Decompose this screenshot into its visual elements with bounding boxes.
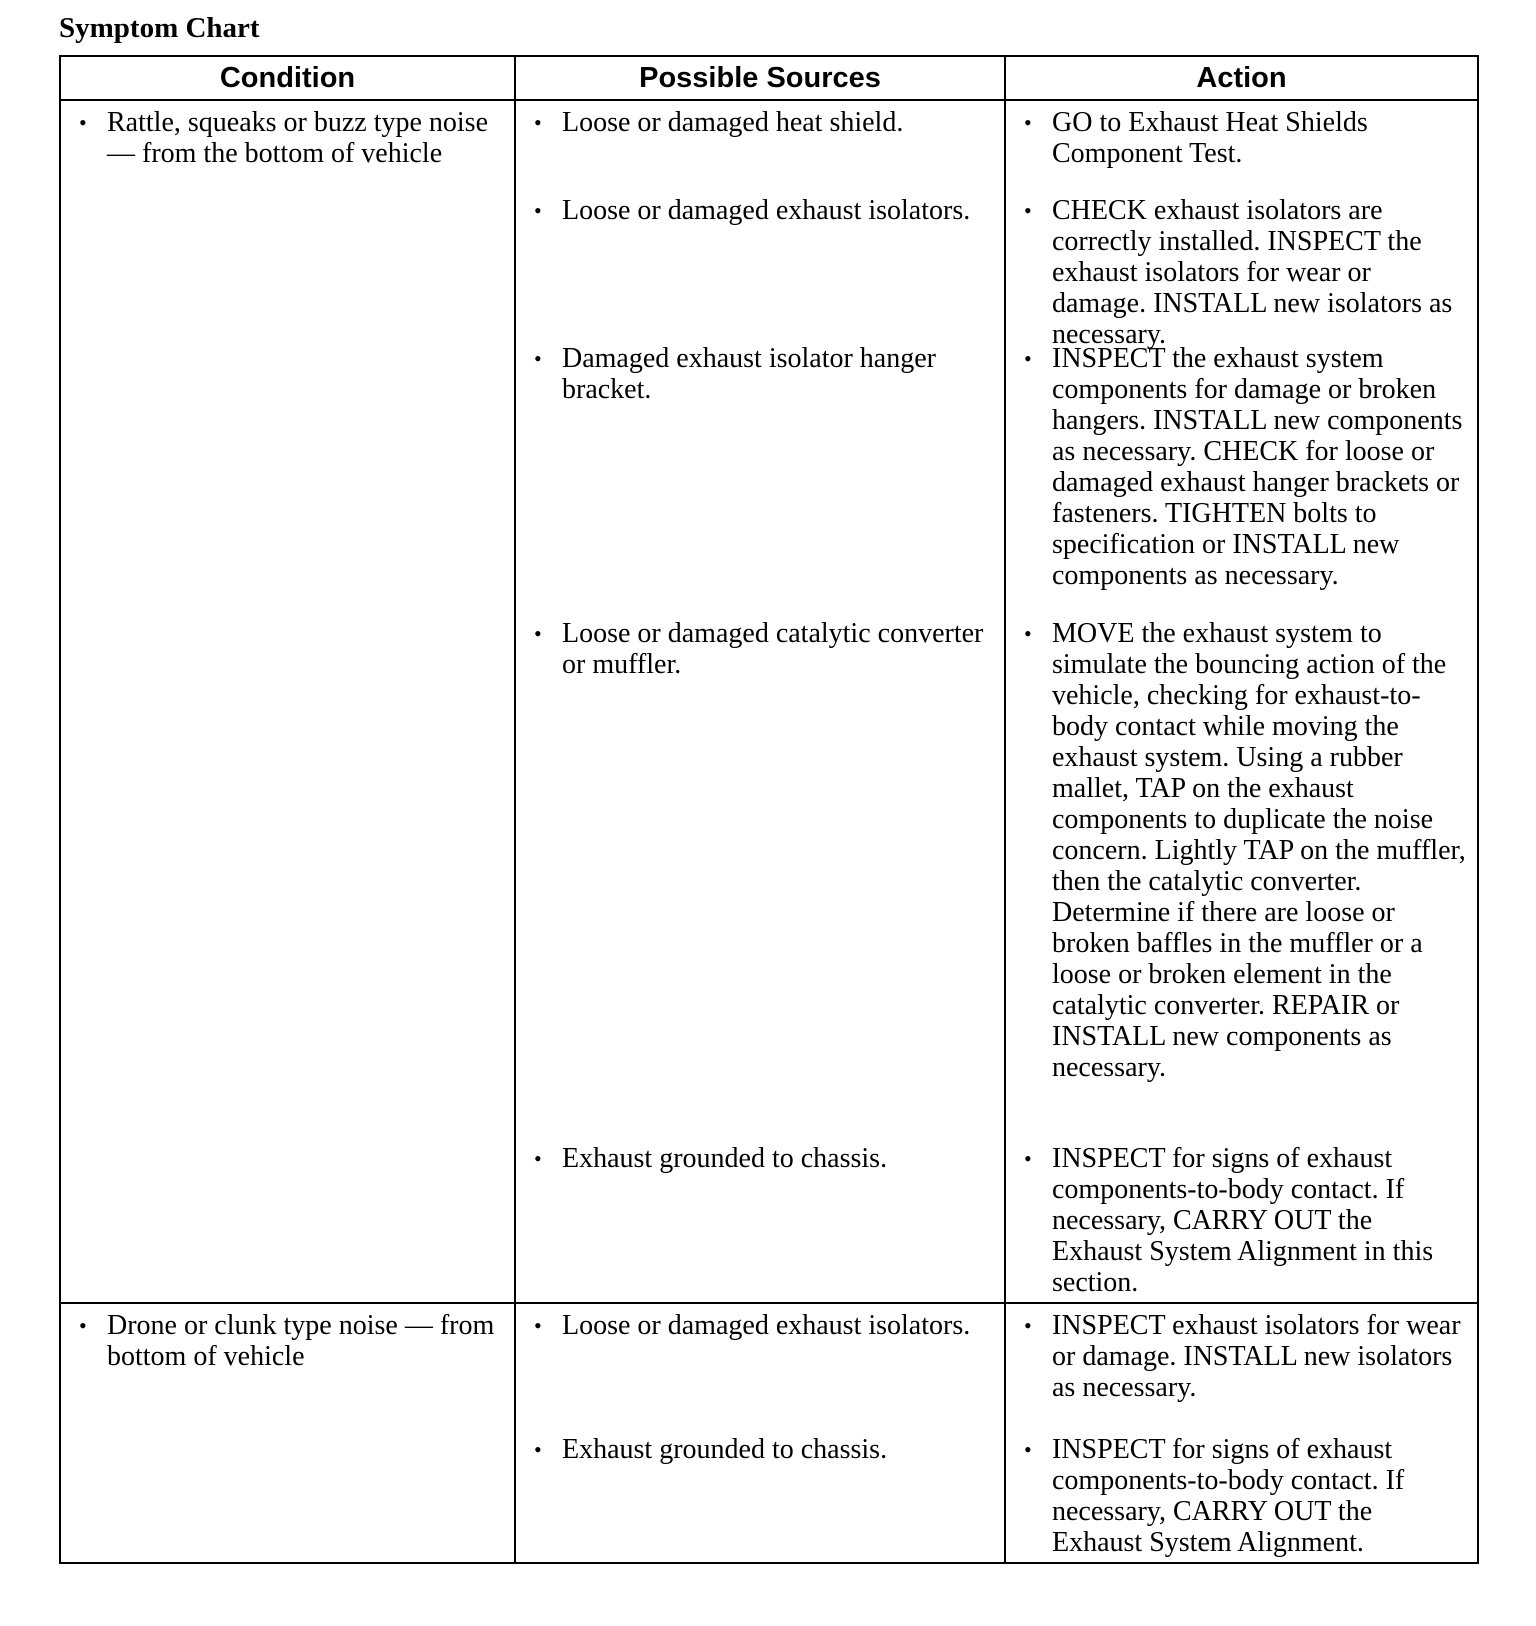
action-text: INSPECT exhaust isolators for wear or damage. INSTALL new isolators as necessary. bbox=[1052, 1310, 1461, 1403]
bullet-marker: • bbox=[1024, 1146, 1032, 1171]
condition-cell bbox=[60, 1303, 515, 1563]
sources-cell bbox=[515, 1303, 1005, 1563]
source-item bbox=[526, 195, 994, 343]
source-item bbox=[526, 1143, 994, 1174]
bullet-marker: • bbox=[534, 346, 542, 371]
action-text: CHECK exhaust isolators are correctly installed. INSPECT the exhaust isolators for wear or damage. INSTALL new isolators as necessary. bbox=[1052, 195, 1453, 350]
symptom-table bbox=[59, 55, 1479, 1564]
action-cell bbox=[1005, 100, 1478, 1303]
bullet-marker: • bbox=[1024, 110, 1032, 135]
condition-item bbox=[71, 107, 504, 169]
bullet-marker: • bbox=[1024, 346, 1032, 371]
action-item bbox=[1016, 107, 1467, 195]
source-text: Exhaust grounded to chassis. bbox=[562, 1143, 888, 1174]
bullet-marker: • bbox=[79, 110, 87, 135]
bullet-marker: • bbox=[534, 621, 542, 646]
source-item bbox=[526, 343, 994, 618]
bullet-marker: • bbox=[534, 110, 542, 135]
source-text: Damaged exhaust isolator hanger bracket. bbox=[562, 343, 936, 405]
condition-cell bbox=[60, 100, 515, 1303]
header-action: Action bbox=[1005, 56, 1478, 100]
source-text: Loose or damaged catalytic converter or muffler. bbox=[562, 618, 984, 680]
action-item bbox=[1016, 618, 1467, 1143]
action-item bbox=[1016, 195, 1467, 350]
source-text: Loose or damaged exhaust isolators. bbox=[562, 195, 971, 226]
source-item bbox=[526, 1434, 994, 1465]
action-text: GO to Exhaust Heat Shields Component Test. bbox=[1052, 107, 1368, 169]
table-row bbox=[60, 100, 1478, 1303]
condition-text: Rattle, squeaks or buzz type noise — from the bottom of vehicle bbox=[107, 107, 489, 169]
source-text: Loose or damaged heat shield. bbox=[562, 107, 904, 138]
source-item bbox=[526, 1310, 994, 1434]
source-item bbox=[526, 107, 994, 195]
source-item bbox=[526, 618, 994, 1143]
action-text: INSPECT the exhaust system components for damage or broken hangers. INSTALL new components as necessary. CHECK for loose or damaged exhaust hanger brackets or fasteners. TIGHTEN bolts to specification or INSTALL new components as necessary. bbox=[1052, 343, 1463, 591]
action-cell bbox=[1005, 1303, 1478, 1563]
action-text: INSPECT for signs of exhaust components-to-body contact. If necessary, CARRY OUT the Exhaust System Alignment in this section. bbox=[1052, 1143, 1434, 1298]
header-condition: Condition bbox=[60, 56, 515, 100]
source-text: Loose or damaged exhaust isolators. bbox=[562, 1310, 971, 1341]
bullet-marker: • bbox=[79, 1313, 87, 1338]
bullet-marker: • bbox=[534, 1437, 542, 1462]
table-row bbox=[60, 1303, 1478, 1563]
action-item bbox=[1016, 1143, 1467, 1298]
bullet-marker: • bbox=[534, 1313, 542, 1338]
source-text: Exhaust grounded to chassis. bbox=[562, 1434, 888, 1465]
bullet-marker: • bbox=[534, 198, 542, 223]
bullet-marker: • bbox=[534, 1146, 542, 1171]
chart-title: Symptom Chart bbox=[59, 12, 260, 44]
action-item bbox=[1016, 1434, 1467, 1558]
table-header-row bbox=[60, 56, 1478, 100]
bullet-marker: • bbox=[1024, 1313, 1032, 1338]
header-possible-sources: Possible Sources bbox=[515, 56, 1005, 100]
action-item bbox=[1016, 343, 1467, 618]
condition-text: Drone or clunk type noise — from bottom of vehicle bbox=[107, 1310, 495, 1372]
bullet-marker: • bbox=[1024, 198, 1032, 223]
bullet-marker: • bbox=[1024, 1437, 1032, 1462]
action-item bbox=[1016, 1310, 1467, 1434]
condition-item bbox=[71, 1310, 504, 1372]
action-text: INSPECT for signs of exhaust components-to-body contact. If necessary, CARRY OUT the Exhaust System Alignment. bbox=[1052, 1434, 1405, 1558]
sources-cell bbox=[515, 100, 1005, 1303]
bullet-marker: • bbox=[1024, 621, 1032, 646]
action-text: MOVE the exhaust system to simulate the bouncing action of the vehicle, checking for exhaust-to-body contact while moving the exhaust system. Using a rubber mallet, TAP on the exhaust components to duplicate the noise concern. Lightly TAP on the muffler, then the catalytic converter. Determine if there are loose or broken baffles in the muffler or a loose or broken element in the catalytic converter. REPAIR or INSTALL new components as necessary. bbox=[1052, 618, 1466, 1083]
